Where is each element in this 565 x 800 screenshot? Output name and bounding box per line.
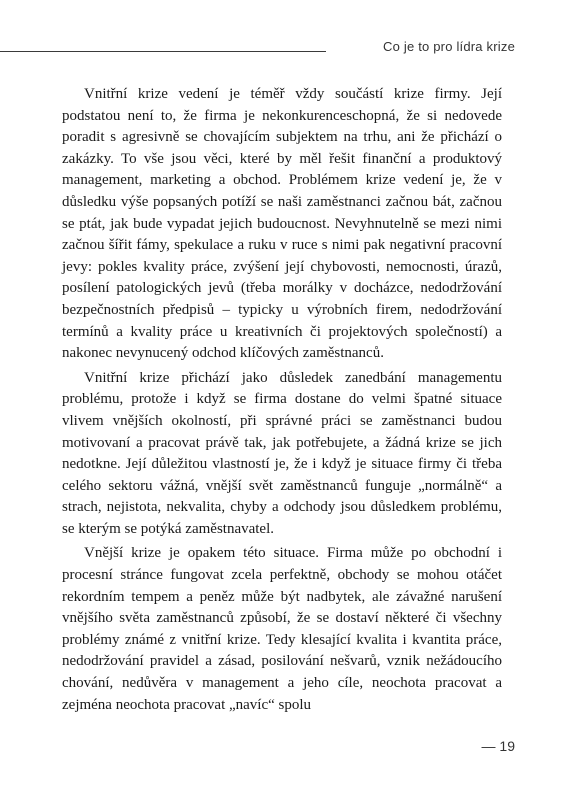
paragraph: Vnitřní krize přichází jako důsledek zanedbání managementu problému, protože i když se firma dostane do velmi špatné situace vlivem vnějších okolností, při správné práci se zaměstnanci budou motivovaní a pracovat právě tak, jak potřebujete, a žádná krize se jich nedotkne. Její důležitou vlastností je, že i když je situace firmy či třeba celého sektoru vážná, vnější svět zaměstnanců funguje „normálně“ a strach, nejistota, nekvalita, chyby a odchody jsou důsledkem problému, se kterým se potýká zaměstnavatel. — [62, 369, 502, 537]
paragraph: Vnější krize je opakem této situace. Firma může po obchodní i procesní stránce fungovat zcela perfektně, obchody se mohou otáčet rekordním tempem a peněz může být nadbytek, ale závažné narušení vnějšího světa zaměstnanců způsobí, že se dostaví některé či všechny problémy známé z vnitřní krize. Tedy klesající kvalita i kvantita práce, nedodržování pravidel a zásad, posilování nešvarů, vznik nežádoucího chování, nedůvěra v management a jeho cíle, neochota pracovat a zejména neochota pracovat „navíc“ spolu — [62, 545, 502, 713]
page-number: — 19 — [481, 738, 515, 754]
body-text — [62, 84, 502, 719]
paragraph: Vnitřní krize vedení je téměř vždy součástí krize firmy. Její podstatou není to, že firma je nekonkurenceschopná, že si nedovede poradit s agresivně se chovajícím subjektem na trhu, ani že přichází o zakázky. To vše jsou věci, které by měl řešit finanční a produktový management, marketing a obchod. Problémem krize vedení je, že v důsledku výše popsaných potíží se naši zaměstnanci začnou bát, začnou se ptát, jak bude vypadat jejich budoucnost. Nevyhnutelně se mezi nimi začnou šířit fámy, spekulace a ruku v ruce s nimi pak negativní pracovní jevy: pokles kvality práce, zvýšení její chybovosti, nemocnosti, úrazů, posílení patologických jevů (třeba morálky v docházce, nedodržování bezpečnostních předpisů – typicky u výrobních firem, nedodržování termínů a kvality práce u kreativních či projektových společností) a nakonec nevynucený odchod klíčových zaměstnanců. — [62, 86, 502, 362]
running-header: Co je to pro lídra krize — [383, 39, 515, 54]
header-rule — [0, 51, 326, 52]
